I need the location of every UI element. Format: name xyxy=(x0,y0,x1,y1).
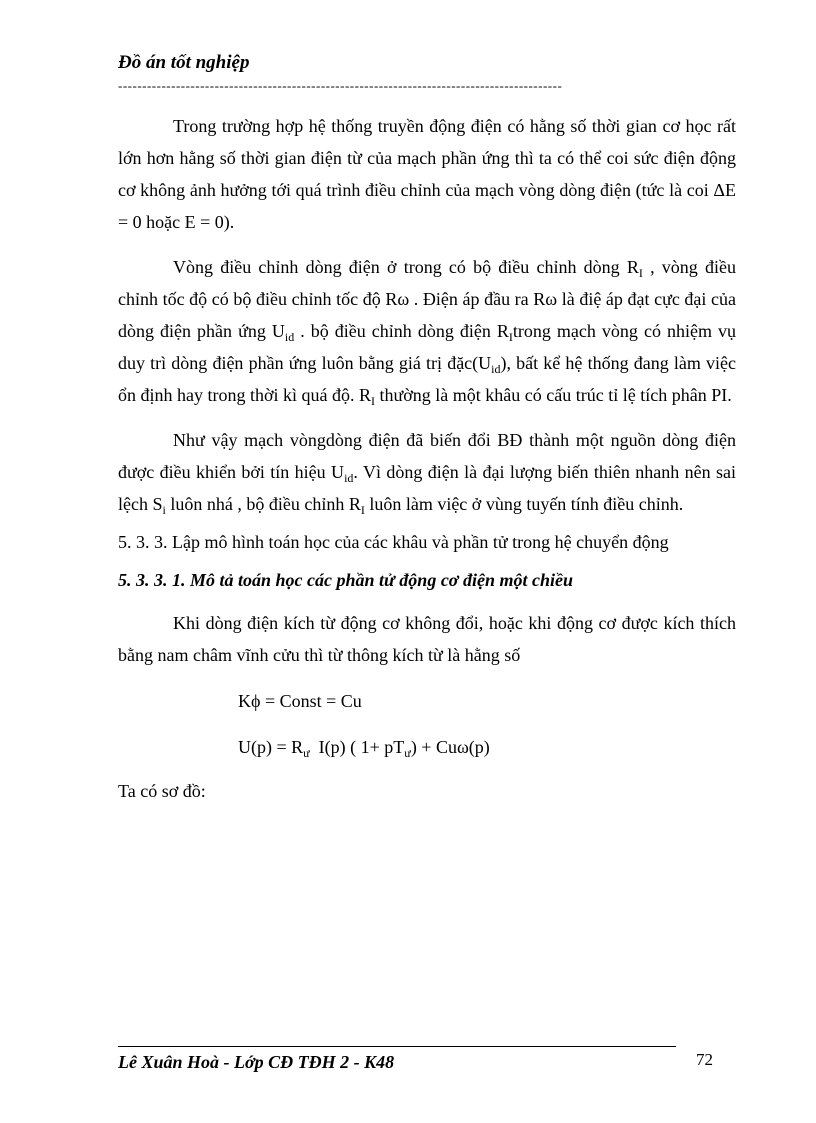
p2-text: . bộ điều chỉnh dòng điện R xyxy=(294,321,509,341)
formula-text: I(p) ( 1+ pT xyxy=(309,737,405,757)
formula-text: ) + Cuω(p) xyxy=(410,737,490,757)
subscript: I xyxy=(508,330,513,344)
subscript: I xyxy=(360,503,365,517)
subsection-heading: 5. 3. 3. 1. Mô tả toán học các phần tử động cơ điện một chiều xyxy=(118,570,573,590)
p3-text: Như vậy mạch vòngdòng điện đã biến đổi BĐ thành một nguồn dòng điện được điều khiển bởi tín hiệu U xyxy=(118,430,736,482)
formula-flux: Kϕ = Const = Cu xyxy=(238,691,362,711)
subscript: id xyxy=(284,330,295,344)
p3-text: luôn nhá , bộ điều chỉnh R xyxy=(165,494,361,514)
header-dashed-rule: -------------------------------------------------------------------------------------------- xyxy=(118,78,563,93)
subscript: I xyxy=(638,266,643,280)
subscript: ư xyxy=(303,746,310,760)
subscript: ư xyxy=(404,746,411,760)
p3-text: luôn làm việc ở vùng tuyến tính điều chỉnh. xyxy=(364,494,684,514)
body-text xyxy=(118,110,736,807)
p2-text: ), bất kể hệ thống đang làm việc ổn định hay trong thời kì quá độ. R xyxy=(118,353,736,405)
footer-author: Lê Xuân Hoà - Lớp CĐ TĐH 2 - K48 xyxy=(118,1052,395,1072)
footer-rule xyxy=(118,1046,676,1047)
diagram-caption: Ta có sơ đồ: xyxy=(118,781,206,801)
subscript: id xyxy=(491,362,501,376)
subscript: id xyxy=(344,471,354,485)
section-heading: 5. 3. 3. Lập mô hình toán học của các khâu và phần tử trong hệ chuyển động xyxy=(118,532,669,552)
subscript: i xyxy=(162,503,166,517)
paragraph-1: Trong trường hợp hệ thống truyền động điện có hằng số thời gian cơ học rất lớn hơn hằng số thời gian điện từ của mạch phần ứng thì ta có thể coi sức điện động cơ không ảnh hưởng tới quá trình điều chỉnh của mạch vòng dòng điện (tức là coi ΔE = 0 hoặc E = 0). xyxy=(118,116,736,232)
p2-text: trong mạch vòng có nhiệm vụ duy trì dòng điện phần ứng luôn bằng giá trị đặc(U xyxy=(118,321,736,373)
subscript: I xyxy=(371,394,376,408)
p2-text: , vòng điều chỉnh tốc độ có bộ điều chỉnh tốc độ Rω . Điện áp đầu ra Rω là điệ áp đạt cực đại của dòng điện phần ứng U xyxy=(118,257,736,341)
formula-text: U(p) = R xyxy=(238,737,304,757)
paragraph-3 xyxy=(118,424,736,520)
formula-voltage xyxy=(118,735,736,759)
p2-text: Vòng điều chỉnh dòng điện ở trong có bộ điều chỉnh dòng R xyxy=(173,257,639,277)
p2-text: thường là một khâu có cấu trúc tỉ lệ tích phân PI. xyxy=(375,385,732,405)
paragraph-2 xyxy=(118,251,736,411)
page-number: 72 xyxy=(696,1050,713,1069)
paragraph-4: Khi dòng điện kích từ động cơ không đổi, hoặc khi động cơ được kích thích bằng nam châm vĩnh cửu thì từ thông kích từ là hằng số xyxy=(118,613,736,665)
header-title: Đồ án tốt nghiệp xyxy=(118,52,250,73)
p3-text: . Vì dòng điện là đại lượng biến thiên nhanh nên sai lệch S xyxy=(118,462,736,514)
